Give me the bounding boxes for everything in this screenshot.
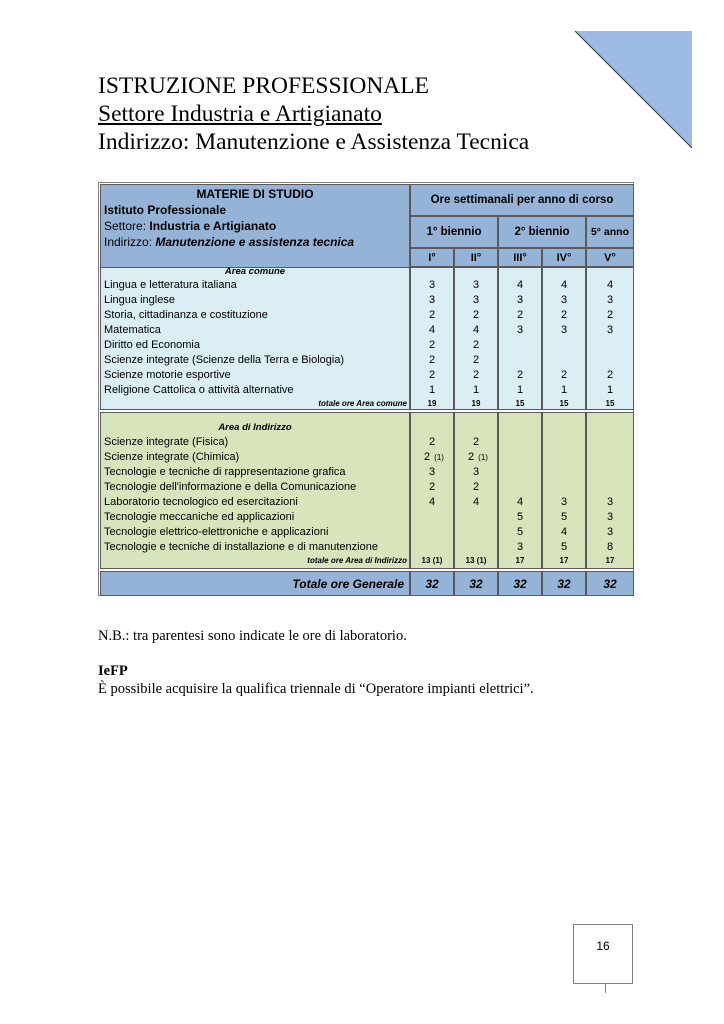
header-biennio1-cell	[410, 216, 498, 248]
area-indirizzo-total-y1: 13 (1)	[421, 556, 443, 565]
indirizzo-label: Indirizzo:	[104, 235, 156, 249]
subject-row: Storia, cittadinanza e costituzione	[104, 309, 268, 321]
indirizzo-value: Manutenzione e assistenza tecnica	[155, 235, 355, 249]
subject-row: Scienze integrate (Chimica)	[104, 451, 240, 463]
subject-row: Scienze integrate (Fisica)	[104, 436, 229, 448]
subject-row: Tecnologie elettrico-elettroniche e applicazioni	[104, 526, 329, 538]
area-indirizzo-total-y5: 17	[605, 556, 615, 565]
page-number-tick	[605, 984, 606, 993]
area-comune-hours-y5: 4 3 2 3 2 1	[606, 279, 614, 396]
area-indirizzo-hours-y5: 3 3 3 8	[606, 496, 614, 553]
biennio1-label: 1° biennio	[426, 226, 482, 238]
subject-row: Religione Cattolica o attività alternative	[104, 384, 294, 396]
header-biennio2-cell	[498, 216, 586, 248]
area-indirizzo-total-y2: 13 (1)	[465, 556, 487, 565]
area-indirizzo-hours-y2: 2 2 (1) 3 2 4	[468, 436, 488, 508]
area-comune-total-y5: 15	[605, 399, 615, 408]
totale-generale-y5: 32	[586, 571, 634, 596]
year-header-2: II°	[454, 248, 498, 267]
header-materie-cell	[100, 184, 410, 268]
settore-value: Industria e Artigianato	[149, 219, 277, 233]
totale-generale-y2: 32	[454, 571, 498, 596]
area-comune-hours-y3: 4 3 2 3 2 1	[516, 279, 524, 396]
ore-label: Ore settimanali per anno di corso	[430, 194, 614, 206]
year-header-4: IV°	[542, 248, 586, 267]
subject-row: Tecnologie e tecniche di installazione e di manutenzione	[104, 541, 378, 553]
subject-row: Tecnologie dell'informazione e della Comunicazione	[104, 481, 357, 493]
area-indirizzo-total-label: totale ore Area di Indirizzo	[307, 556, 407, 565]
subject-row: Laboratorio tecnologico ed esercitazioni	[104, 496, 298, 508]
area-comune-total-y3: 15	[515, 399, 525, 408]
totale-generale-y4: 32	[542, 571, 586, 596]
heading-line-3: Indirizzo: Manutenzione e Assistenza Tecnica	[98, 129, 530, 155]
page-heading	[98, 72, 529, 156]
area-comune-subject-list	[104, 278, 344, 398]
totale-generale-label: Totale ore Generale	[292, 576, 404, 591]
page-number: 16	[596, 939, 610, 953]
iefp-text: È possibile acquisire la qualifica triennale di “Operatore impianti elettrici”.	[98, 681, 534, 697]
study-plan-table	[98, 182, 634, 596]
subject-row: Tecnologie meccaniche ed applicazioni	[104, 511, 295, 523]
subject-row: Scienze integrate (Scienze della Terra e Biologia)	[104, 354, 345, 366]
heading-line-2: Settore Industria e Artigianato	[98, 101, 382, 127]
istituto-label: Istituto Professionale	[104, 203, 227, 217]
subject-row: Matematica	[104, 324, 161, 336]
area-comune-hours-y2: 3 3 2 4 2 2 2 1	[472, 279, 480, 396]
totale-generale-y3: 32	[498, 571, 542, 596]
subject-row: Lingua inglese	[104, 294, 175, 306]
area-comune-hours-y4: 4 3 2 3 2 1	[560, 279, 568, 396]
area-comune-hours-y1: 3 3 2 4 2 2 2 1	[428, 279, 436, 396]
lab-hours-footnote: N.B.: tra parentesi sono indicate le ore di laboratorio.	[98, 628, 407, 644]
lab-hours-note: (1)	[434, 453, 444, 462]
year-header-1: I°	[410, 248, 454, 267]
lab-hours-note: (1)	[478, 453, 488, 462]
area-comune-title: Area comune	[224, 266, 286, 277]
iefp-heading: IeFP	[98, 663, 128, 679]
area-indirizzo-hours-y4: 3 5 4 5	[560, 496, 568, 553]
subject-row: Lingua e letteratura italiana	[104, 279, 237, 291]
settore-label: Settore:	[104, 219, 150, 233]
area-indirizzo-subject-list	[104, 435, 378, 555]
anno5-label: 5° anno	[590, 226, 630, 238]
heading-line-1: ISTRUZIONE PROFESSIONALE	[98, 73, 429, 99]
year-header-3: III°	[498, 248, 542, 267]
area-comune-total-y2: 19	[471, 399, 481, 408]
subject-row: Diritto ed Economia	[104, 339, 200, 351]
totale-generale-label-cell	[100, 571, 410, 596]
subject-row: Tecnologie e tecniche di rappresentazione grafica	[104, 466, 346, 478]
materie-label: MATERIE DI STUDIO	[196, 187, 314, 201]
page-number-box	[573, 924, 633, 984]
header-anno5-cell	[586, 216, 634, 248]
area-comune-total-y4: 15	[559, 399, 569, 408]
area-indirizzo-total-y3: 17	[515, 556, 525, 565]
header-ore-cell	[410, 184, 634, 216]
totale-generale-y1: 32	[410, 571, 454, 596]
area-indirizzo-hours-y3: 4 5 5 3	[516, 496, 524, 553]
area-indirizzo-hours-y1: 2 2 (1) 3 2 4	[424, 436, 444, 508]
year-header-5: V°	[586, 248, 634, 267]
area-indirizzo-title: Area di Indirizzo	[218, 422, 292, 433]
subject-row: Scienze motorie esportive	[104, 369, 231, 381]
area-comune-total-y1: 19	[427, 399, 437, 408]
area-indirizzo-total-y4: 17	[559, 556, 569, 565]
biennio2-label: 2° biennio	[514, 226, 570, 238]
area-comune-total-label: totale ore Area comune	[318, 399, 407, 408]
